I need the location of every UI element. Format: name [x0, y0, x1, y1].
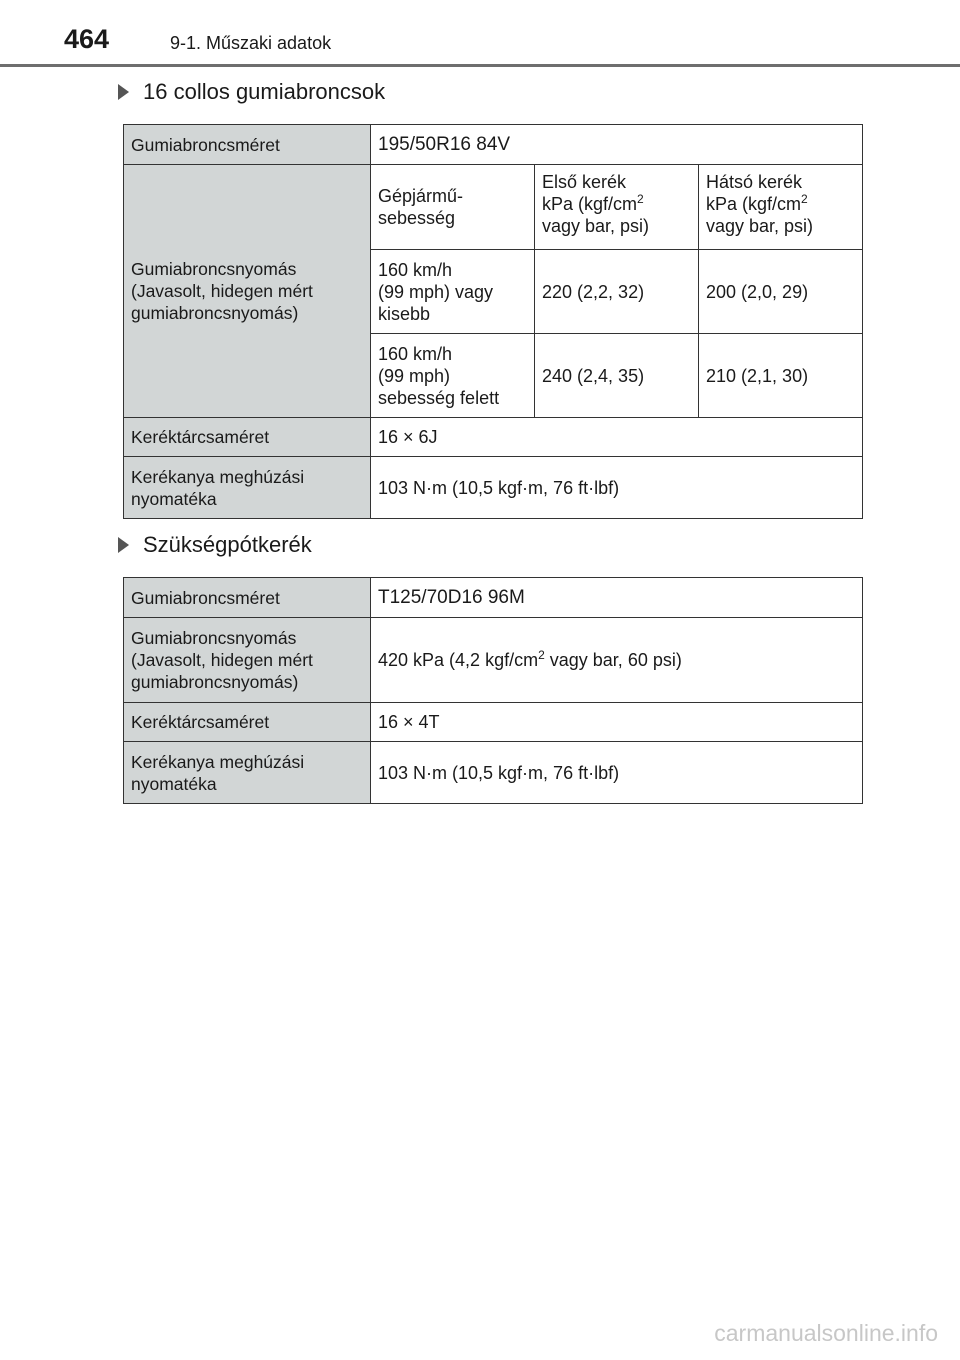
tire-size-value: T125/70D16 96M: [371, 578, 863, 618]
section-heading-text: Szükségpótkerék: [143, 532, 312, 557]
tire-spec-table-16-inch: [123, 124, 863, 519]
col-header-rear-text: Hátsó kerék kPa (kgf/cm: [706, 172, 803, 214]
rear-pressure-cell: 210 (2,1, 30): [699, 334, 863, 418]
chapter-title: 9-1. Műszaki adatok: [170, 33, 332, 53]
rear-pressure-cell: 200 (2,0, 29): [699, 250, 863, 334]
watermark: carmanualsonline.info: [714, 1320, 938, 1346]
table-row: [124, 457, 863, 519]
tire-pressure-label: Gumiabroncsnyomás (Javasolt, hidegen mért gumiabroncsnyomás): [124, 618, 371, 703]
unit-superscript: 2: [538, 648, 545, 662]
rim-size-value: 16 × 6J: [371, 418, 863, 457]
speed-cell: 160 km/h (99 mph) sebesség felett: [371, 334, 535, 418]
table-row: [124, 742, 863, 804]
col-header-speed: Gépjármű- sebesség: [371, 165, 535, 250]
speed-cell: 160 km/h (99 mph) vagy kisebb: [371, 250, 535, 334]
col-header-front-tail: vagy bar, psi): [542, 216, 650, 236]
triangle-bullet-icon: [118, 537, 129, 553]
page-number: 464: [64, 24, 110, 54]
tire-pressure-label: Gumiabroncsnyomás (Javasolt, hidegen mért gumiabroncsnyomás): [124, 165, 371, 418]
section-heading-text: 16 collos gumiabroncsok: [143, 79, 386, 104]
col-header-front: [535, 165, 699, 250]
nut-torque-value: 103 N·m (10,5 kgf·m, 76 ft·lbf): [371, 742, 863, 804]
section-heading-16-inch: [118, 79, 385, 105]
front-pressure-cell: 220 (2,2, 32): [535, 250, 699, 334]
page-header: [0, 0, 960, 68]
col-header-front-text: Első kerék kPa (kgf/cm: [542, 172, 638, 214]
col-header-rear-tail: vagy bar, psi): [706, 216, 814, 236]
front-pressure-cell: 240 (2,4, 35): [535, 334, 699, 418]
table-row: [124, 418, 863, 457]
tire-spec-table-spare: [123, 577, 863, 804]
table-row: [124, 618, 863, 703]
nut-torque-value: 103 N·m (10,5 kgf·m, 76 ft·lbf): [371, 457, 863, 519]
rim-size-label: Keréktárcsaméret: [124, 703, 371, 742]
table-row: [124, 125, 863, 165]
tire-size-label: Gumiabroncsméret: [124, 578, 371, 618]
tire-pressure-value: [371, 618, 863, 703]
tire-size-label: Gumiabroncsméret: [124, 125, 371, 165]
tire-size-value: 195/50R16 84V: [371, 125, 863, 165]
nut-torque-label: Kerékanya meghúzási nyomatéka: [124, 742, 371, 804]
pressure-value-part: vagy bar, 60 psi): [544, 650, 682, 670]
header-divider: [0, 64, 960, 67]
pressure-value-part: 420 kPa (4,2 kgf/cm: [378, 650, 539, 670]
rim-size-value: 16 × 4T: [371, 703, 863, 742]
table-row: [124, 165, 863, 250]
unit-superscript: 2: [637, 192, 644, 206]
triangle-bullet-icon: [118, 84, 129, 100]
nut-torque-label: Kerékanya meghúzási nyomatéka: [124, 457, 371, 519]
table-row: [124, 578, 863, 618]
section-heading-spare-tire: [118, 532, 312, 558]
table-row: [124, 703, 863, 742]
unit-superscript: 2: [801, 192, 808, 206]
col-header-rear: [699, 165, 863, 250]
rim-size-label: Keréktárcsaméret: [124, 418, 371, 457]
